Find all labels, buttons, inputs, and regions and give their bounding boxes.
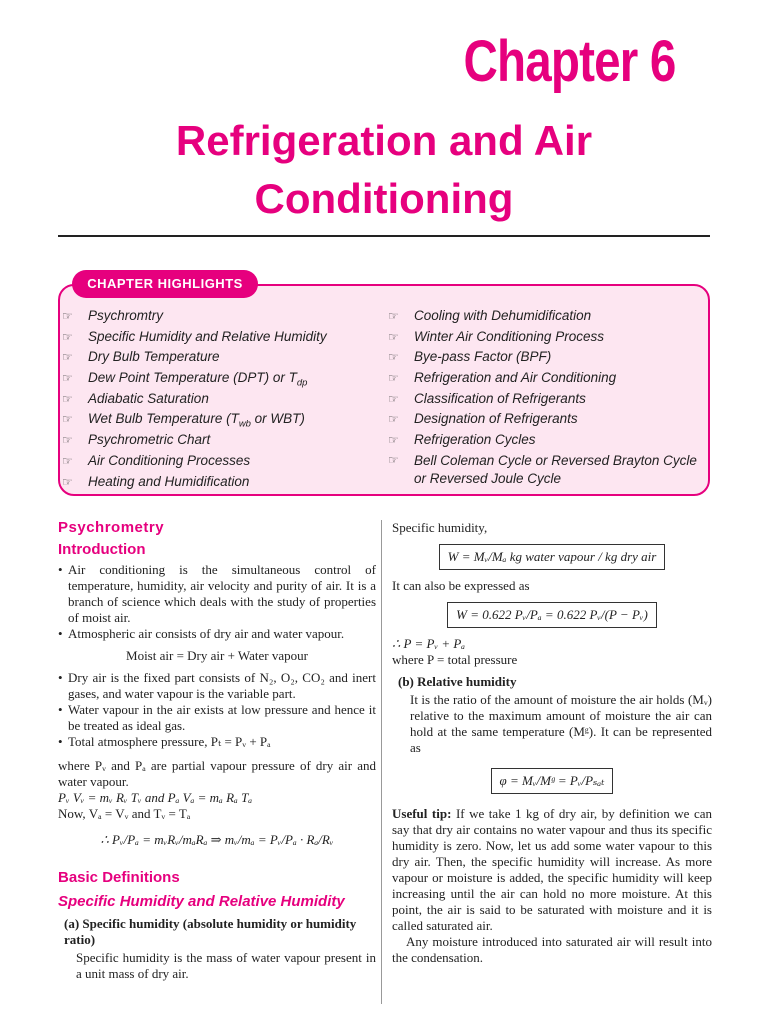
section-heading: Psychrometry bbox=[58, 519, 165, 536]
moist-air-equation: Moist air = Dry air + Water vapour bbox=[126, 648, 308, 663]
bullet-text: • Dry air is the fixed part consists of N₂, O₂, CO₂ and inert gases, and water vapour is the variable part. bbox=[58, 670, 376, 702]
bullet-text: • Water vapour in the air exists at low pressure and hence it be treated as ideal gas. bbox=[58, 702, 376, 734]
pointing-hand-icon: ☞ bbox=[388, 391, 399, 406]
highlight-item: ☞ Bell Coleman Cycle or Reversed Brayton Cycle or Reversed Joule Cycle bbox=[388, 452, 697, 486]
highlights-right-list bbox=[388, 306, 708, 488]
highlight-item: ☞ Dry Bulb Temperature bbox=[62, 347, 327, 368]
relative-humidity-equation: φ = Mᵥ/Mᵍ = Pᵥ/Pₛₐₜ bbox=[491, 768, 614, 794]
item-a-heading: (a) Specific humidity (absolute humidity or humidity ratio) bbox=[64, 916, 357, 947]
highlight-item: ☞ Psychromtry bbox=[62, 306, 327, 327]
item-b-heading: (b) Relative humidity bbox=[398, 674, 517, 689]
total-pressure-text: where P = total pressure bbox=[392, 652, 518, 667]
highlight-item: ☞ Wet Bulb Temperature ($T_{wb}$ or WBT) bbox=[62, 411, 305, 431]
highlight-item: ☞ Refrigeration and Air Conditioning bbox=[388, 368, 708, 389]
pointing-hand-icon: ☞ bbox=[388, 309, 399, 323]
highlights-left-list bbox=[62, 306, 327, 492]
item-a-text: Specific humidity is the mass of water vapour present in a unit mass of dry air. bbox=[76, 950, 376, 981]
highlight-item: ☞ Psychrometric Chart bbox=[62, 430, 327, 451]
pointing-hand-icon: ☞ bbox=[62, 412, 73, 427]
condensation-text: Any moisture introduced into saturated air will result into the condensation. bbox=[392, 934, 712, 965]
highlight-item: ☞ Winter Air Conditioning Process bbox=[388, 327, 708, 348]
intro-heading: Introduction bbox=[58, 541, 146, 558]
highlight-item: ☞ Specific Humidity and Relative Humidity bbox=[62, 327, 327, 348]
chapter-number: Chapter 6 bbox=[464, 29, 676, 94]
pointing-hand-icon: ☞ bbox=[62, 391, 73, 406]
highlight-item: ☞ Cooling with Dehumidification bbox=[388, 306, 708, 327]
ratio-equation: ∴ Pᵥ/Pₐ = mᵥRᵥ/mₐRₐ ⇒ mᵥ/mₐ = Pᵥ/Pₐ · Rₐ/Rᵥ bbox=[100, 832, 334, 847]
bullet-text: • Total atmosphere pressure, Pₜ = Pᵥ + Pₐ bbox=[58, 734, 376, 750]
pointing-hand-icon: ☞ bbox=[388, 350, 399, 365]
item-b-text: It is the ratio of the amount of moisture the air holds (Mᵥ) relative to the maximum amount of moisture the air can hold at the same temperature (Mᵍ). It can be represented as bbox=[410, 692, 712, 755]
pointing-hand-icon: ☞ bbox=[388, 433, 399, 448]
pointing-hand-icon: ☞ bbox=[388, 412, 399, 427]
pointing-hand-icon: ☞ bbox=[62, 309, 73, 323]
specific-humidity-equation: W = Mᵥ/Mₐ kg water vapour / kg dry air bbox=[439, 544, 666, 570]
bullet-text: • Air conditioning is the simultaneous control of temperature, humidity, air velocity and purity of air. It is a branch of science which deals with the study of properties of moist air. bbox=[58, 562, 376, 626]
left-column bbox=[58, 520, 376, 982]
specific-humidity-heading: Specific Humidity and Relative Humidity bbox=[58, 893, 345, 910]
pointing-hand-icon: ☞ bbox=[62, 329, 73, 344]
specific-humidity-pressure-equation: W = 0.622 Pᵥ/Pₐ = 0.622 Pᵥ/(P − Pᵥ) bbox=[447, 602, 657, 628]
title-rule bbox=[58, 235, 710, 237]
useful-tip-label: Useful tip: bbox=[392, 806, 452, 821]
specific-humidity-label: Specific humidity, bbox=[392, 520, 488, 535]
where-text: where Pᵥ and Pₐ are partial vapour pressure of dry air and water vapour. bbox=[58, 758, 376, 789]
right-column bbox=[392, 520, 712, 966]
highlight-item: ☞ Refrigeration Cycles bbox=[388, 430, 708, 451]
pointing-hand-icon: ☞ bbox=[62, 453, 73, 468]
pointing-hand-icon: ☞ bbox=[388, 371, 399, 386]
pointing-hand-icon: ☞ bbox=[62, 371, 73, 386]
highlight-item: ☞ Heating and Humidification bbox=[62, 472, 327, 493]
column-divider bbox=[381, 520, 382, 1004]
chapter-title: Refrigeration and Air Conditioning bbox=[175, 117, 593, 222]
highlight-item: ☞ Designation of Refrigerants bbox=[388, 409, 708, 430]
highlight-item: ☞ Air Conditioning Processes bbox=[62, 451, 327, 472]
pointing-hand-icon: ☞ bbox=[62, 474, 73, 489]
total-pressure-equation: ∴ P = Pᵥ + Pₐ bbox=[392, 636, 466, 651]
chapter-highlights-label: CHAPTER HIGHLIGHTS bbox=[72, 270, 258, 298]
highlight-item: ☞ Adiabatic Saturation bbox=[62, 389, 327, 410]
pointing-hand-icon: ☞ bbox=[388, 329, 399, 344]
highlight-item: ☞ Dew Point Temperature (DPT) or $T_{dp}$ bbox=[62, 370, 308, 389]
basic-definitions-heading: Basic Definitions bbox=[58, 869, 180, 886]
bullet-text: • Atmospheric air consists of dry air and water vapour. bbox=[58, 626, 376, 642]
also-expressed-text: It can also be expressed as bbox=[392, 578, 530, 593]
pointing-hand-icon: ☞ bbox=[62, 433, 73, 448]
pointing-hand-icon: ☞ bbox=[62, 350, 73, 365]
ideal-gas-equation: Pᵥ Vᵥ = mᵥ Rᵥ Tᵥ and Pₐ Vₐ = mₐ Rₐ Tₐ bbox=[58, 790, 253, 805]
ideal-gas-condition: Now, Vₐ = Vᵥ and Tᵥ = Tₐ bbox=[58, 806, 191, 821]
pointing-hand-icon: ☞ bbox=[388, 452, 399, 467]
highlight-item: ☞ Classification of Refrigerants bbox=[388, 389, 708, 410]
useful-tip-text: Useful tip: If we take 1 kg of dry air, by definition we can say that dry air contains no water vapour and thus its specific humidity is zero. Now, let us add some water vapour to this dry air. Then, the specific humidity will increase. As more vapour or moisture is added, the specific humidity will keep increasing until the air can hold no more moisture. At this point, the air is said to be saturated with moisture and it is called saturated air. bbox=[392, 806, 713, 933]
highlight-item: ☞ Bye-pass Factor (BPF) bbox=[388, 347, 708, 368]
